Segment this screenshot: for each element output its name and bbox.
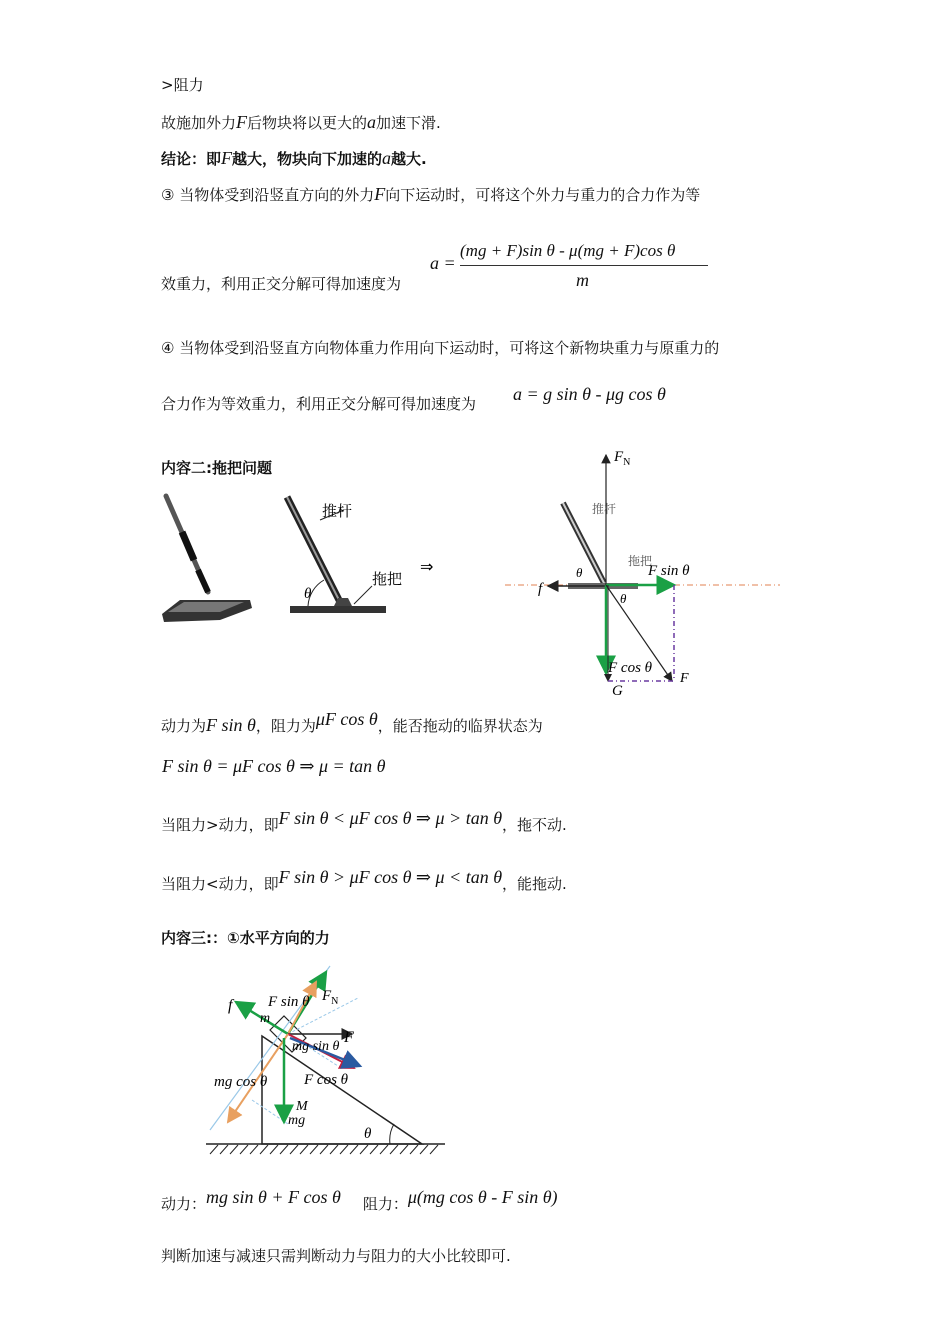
conclusion-line: 结论：即F越大，物块向下加速的a越大. xyxy=(161,148,427,168)
fbd-head-label: 拖把 xyxy=(628,554,653,568)
mop-illustration xyxy=(160,492,260,627)
incline-theta-label: θ xyxy=(364,1126,372,1142)
block-mass-label: m xyxy=(260,1011,271,1026)
normal-force-label: $F_N$ xyxy=(614,449,631,468)
heading-content-two: 内容二:拖把问题 xyxy=(161,459,272,477)
heading-content-three: 内容三:：①水平方向的力 xyxy=(161,929,330,947)
text-line-8: 动力为F sin θ，阻力为μF cos θ，能否拖动的临界状态为 xyxy=(161,709,543,735)
fbd-theta-right: θ xyxy=(620,591,627,606)
fbd-theta-left: θ xyxy=(576,565,583,580)
incline-mgcos-label: mg cos θ xyxy=(214,1074,268,1090)
applied-force-label: F xyxy=(680,671,689,686)
incline-applied-force-label: F xyxy=(344,1029,354,1046)
text-line-5: 效重力，利用正交分解可得加速度为 xyxy=(161,275,402,293)
text-line-2: 故施加外力F后物块将以更大的a加速下滑. xyxy=(161,112,441,132)
fraction-bar xyxy=(460,265,708,266)
text-line-case-3: ③ 当物体受到沿竖直方向的外力F向下运动时，可将这个外力与重力的合力作为等 xyxy=(161,184,701,204)
text-line-can-move: 当阻力<动力，即F sin θ > μF cos θ ⇒ μ < tan θ，能拖动. xyxy=(161,867,567,893)
formula-acceleration-1-lhs: a = xyxy=(430,253,456,273)
fsin-label: F sin θ xyxy=(648,563,690,579)
text-line-1: >阻力 xyxy=(161,76,204,94)
mop-force-diagram xyxy=(500,445,785,700)
text-line-cannot-move: 当阻力>动力，即F sin θ < μF cos θ ⇒ μ > tan θ，拖不动. xyxy=(161,808,567,834)
incline-normal-label: $F_N$ xyxy=(322,988,339,1007)
formula-acceleration-2: a = g sin θ - μg cos θ xyxy=(513,384,666,404)
friction-label: f xyxy=(538,581,543,597)
wedge-mass-label: M xyxy=(296,1099,308,1114)
mop-schematic xyxy=(282,492,442,627)
incline-gravity-label: mg xyxy=(288,1113,306,1128)
mop-theta-label: θ xyxy=(304,586,312,602)
incline-force-diagram xyxy=(200,962,455,1162)
formula-acceleration-1-numerator: (mg + F)sin θ - μ(mg + F)cos θ xyxy=(460,241,676,260)
incline-mgsin-label: mg sin θ xyxy=(292,1039,340,1054)
fbd-rod-label: 推杆 xyxy=(592,502,617,516)
incline-fsin-label: F sin θ xyxy=(268,994,310,1010)
text-line-case-4: ④ 当物体受到沿竖直方向物体重力作用向下运动时，可将这个新物块重力与原重力的 xyxy=(161,339,720,357)
formula-critical-state: F sin θ = μF cos θ ⇒ μ = tan θ xyxy=(162,756,386,776)
fcos-label: F cos θ xyxy=(608,660,653,676)
implies-arrow: ⇒ xyxy=(420,557,434,576)
text-line-driving-resisting: 动力：mg sin θ + F cos θ 阻力：μ(mg cos θ - F sin θ) xyxy=(161,1187,558,1213)
mop-head-label: 拖把 xyxy=(372,570,403,588)
incline-friction-label: f xyxy=(228,997,233,1014)
formula-acceleration-1-denominator: m xyxy=(576,270,589,290)
gravity-label: G xyxy=(612,683,623,699)
incline-fcos-label: F cos θ xyxy=(304,1072,349,1088)
mop-rod-label: 推杆 xyxy=(322,502,353,520)
text-line-7: 合力作为等效重力，利用正交分解可得加速度为 xyxy=(161,395,477,413)
text-line-12: 判断加速与减速只需判断动力与阻力的大小比较即可. xyxy=(161,1247,511,1265)
